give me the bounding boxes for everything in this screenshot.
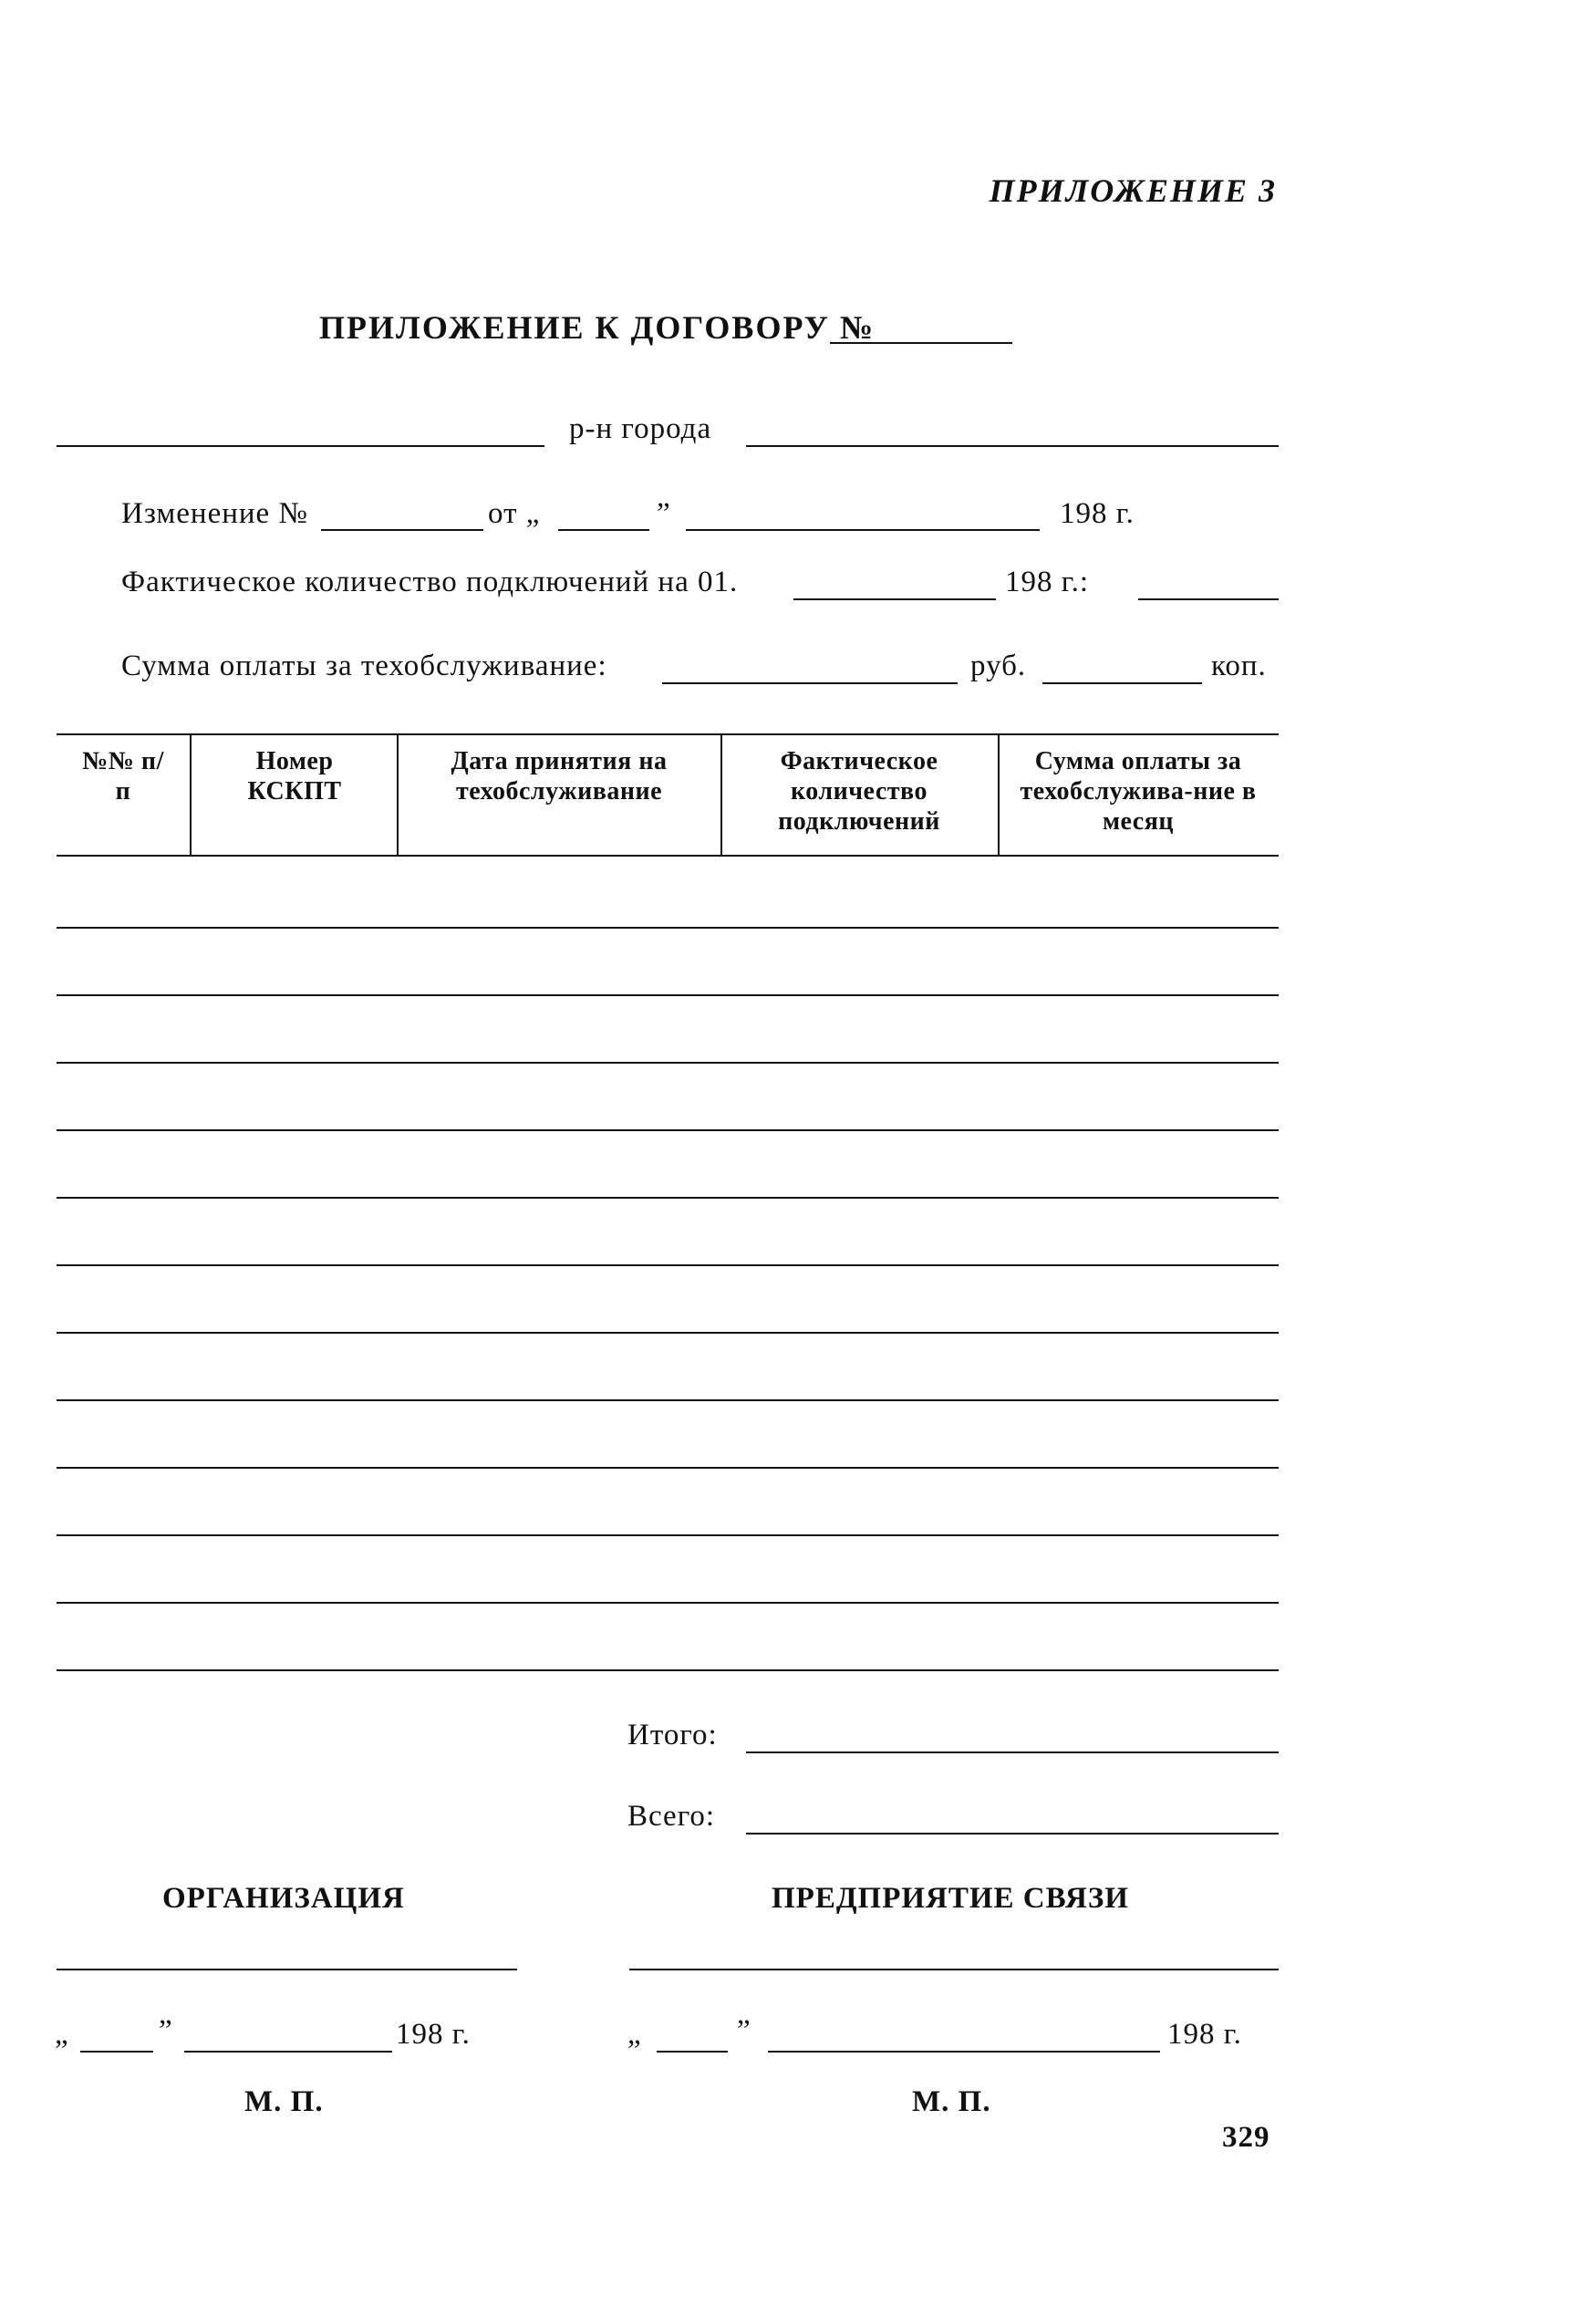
communication-enterprise-heading: ПРЕДПРИЯТИЕ СВЯЗИ [772,1882,1129,1915]
table-top-border [57,733,1279,735]
district-field[interactable] [57,445,544,447]
right-quote-close: ” [737,2014,751,2047]
table-row[interactable] [57,927,1279,929]
change-from-label: от „ [488,497,541,530]
table-row[interactable] [57,1332,1279,1334]
payment-rub-label: руб. [970,650,1027,682]
total-field[interactable] [746,1833,1279,1834]
table-row[interactable] [57,994,1279,996]
connections-label: Фактическое количество подключений на 01. [121,566,739,598]
column-header-kskpt: Номер КСКПТ [247,747,342,806]
payment-label: Сумма оплаты за техобслуживание: [121,650,607,682]
stamp-place-right: М. П. [912,2085,991,2118]
column-header-connections: Фактическое количество подключений [778,747,940,836]
table-row[interactable] [57,1467,1279,1469]
document-title: ПРИЛОЖЕНИЕ К ДОГОВОРУ № [319,309,876,346]
column-header-number: №№ п/п [82,747,164,806]
right-quote-open: „ [627,2018,642,2051]
table-row[interactable] [57,1062,1279,1064]
total-label: Всего: [627,1800,716,1833]
left-quote-open: „ [55,2018,69,2051]
left-year-label: 198 г. [396,2018,471,2051]
table-row[interactable] [57,1264,1279,1266]
column-divider [720,733,722,855]
payment-kop-field[interactable] [1042,682,1202,684]
stamp-place-left: М. П. [244,2085,324,2118]
left-quote-close: ” [159,2014,173,2047]
right-month-field[interactable] [768,2051,1160,2053]
organization-heading: ОРГАНИЗАЦИЯ [162,1882,405,1915]
connections-count-field[interactable] [1138,598,1279,600]
district-label: р-н города [569,412,712,445]
table-row[interactable] [57,1534,1279,1536]
subtotal-label: Итого: [627,1719,718,1751]
column-header-acceptance-date: Дата принятия на техобслуживание [451,747,668,806]
column-divider [190,733,192,855]
column-divider [397,733,399,855]
table-row[interactable] [57,1129,1279,1131]
appendix-label: ПРИЛОЖЕНИЕ 3 [989,172,1277,209]
table-row[interactable] [57,1197,1279,1199]
payment-kop-label: коп. [1211,650,1267,682]
change-quote-close: ” [657,497,671,530]
organization-signature-field[interactable] [57,1969,517,1970]
column-header-monthly-payment: Сумма оплаты за техобслужива-ние в месяц [1020,747,1257,836]
change-day-field[interactable] [558,529,649,531]
contract-number-field[interactable] [830,342,1012,344]
city-field[interactable] [746,445,1279,447]
connections-month-field[interactable] [793,598,996,600]
connections-year-label: 198 г.: [1005,566,1089,598]
change-month-field[interactable] [686,529,1040,531]
right-day-field[interactable] [657,2051,728,2053]
right-year-label: 198 г. [1167,2018,1242,2051]
table-header-bottom-border [57,855,1279,857]
left-day-field[interactable] [80,2051,153,2053]
table-row[interactable] [57,1399,1279,1401]
column-divider [998,733,1000,855]
left-month-field[interactable] [184,2051,392,2053]
payment-rub-field[interactable] [662,682,958,684]
change-label: Изменение № [121,497,308,530]
change-number-field[interactable] [321,529,483,531]
table-row[interactable] [57,1602,1279,1604]
table-row[interactable] [57,1669,1279,1671]
enterprise-signature-field[interactable] [629,1969,1279,1970]
subtotal-field[interactable] [746,1751,1279,1753]
change-year-label: 198 г. [1060,497,1135,530]
page-number: 329 [1222,2121,1270,2154]
